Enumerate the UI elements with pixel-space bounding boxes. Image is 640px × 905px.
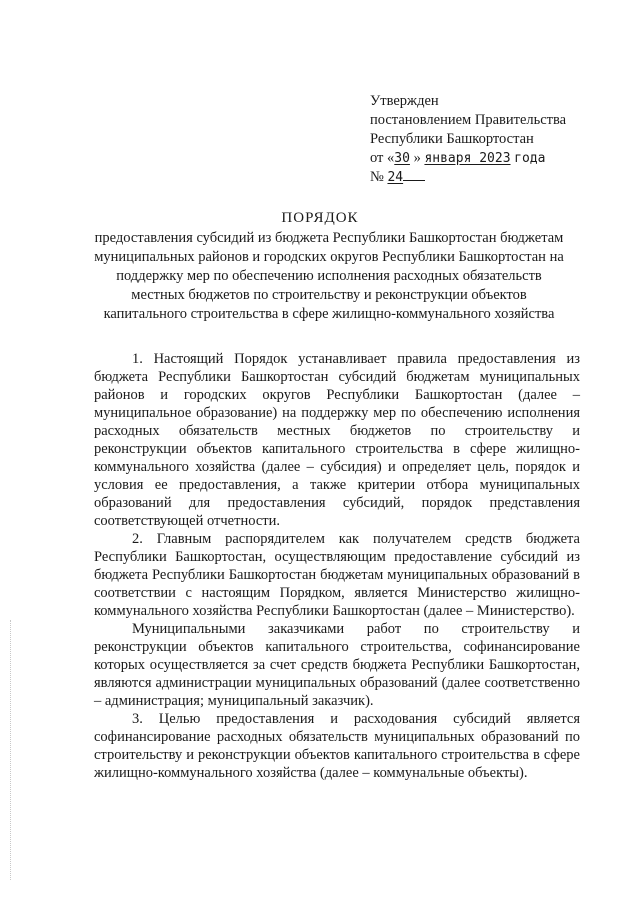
approval-line-2: постановлением Правительства — [370, 112, 567, 128]
scan-margin-marks — [10, 620, 17, 880]
number-prefix: № — [370, 169, 384, 185]
document-body — [94, 350, 580, 782]
paragraph-1: 1. Настоящий Порядок устанавливает правила предоставления из бюджета Республики Башкортостан субсидий бюджетам муниципальных районов и городских округов Республики Башкортостан (далее – муниципальное образование) на поддержку мер по обеспечению исполнения расходных обязательств местных бюджетов по строительству и реконструкции объектов капитального строительства в сфере жилищно-коммунального хозяйства (далее – субсидия) и определяет цель, порядок и условия ее предоставления, а также критерии отбора муниципальных образований для предоставления субсидий, порядок представления соответствующей отчетности. — [94, 351, 580, 529]
number-underline — [403, 179, 425, 181]
approval-line-3: Республики Башкортостан — [370, 131, 534, 147]
approval-block — [370, 92, 620, 187]
number-value: 24 — [387, 170, 404, 185]
paragraph-4: 3. Целью предоставления и расходования субсидий является софинансирование расходных обязательств муниципальных образований по строительству и реконструкции объектов капитального строительства в сфере жилищно-коммунального хозяйства (далее – коммунальные объекты). — [94, 711, 580, 781]
document-title: ПОРЯДОК — [281, 210, 359, 226]
date-day: 30 — [394, 151, 410, 166]
document-subtitle: предоставления субсидий из бюджета Республики Башкортостан бюджетам муниципальных районов и городских округов Республики Башкортостан на поддержку мер по обеспечению исполнения расходных обязательств местных бюджетов по строительству и реконструкции объектов капитального строительства в сфере жилищно-коммунального хозяйства — [94, 230, 564, 322]
approval-date-line — [370, 149, 620, 168]
approval-line-1: Утвержден — [370, 93, 439, 109]
paragraph-2: 2. Главным распорядителем как получателем средств бюджета Республики Башкортостан, осуществляющим предоставление субсидий из бюджета Республики Башкортостан бюджетам муниципальных образований в соответствии с настоящим Порядком, является Министерство жилищно-коммунального хозяйства Республики Башкортостан (далее – Министерство). — [94, 531, 580, 619]
approval-number-line — [370, 168, 620, 187]
date-suffix: года — [514, 151, 546, 166]
paragraph-3: Муниципальными заказчиками работ по строительству и реконструкции объектов капитального строительства, софинансирование которых осуществляется за счет средств бюджета Республики Башкортостан, являются администрации муниципальных образований (далее соответственно – администрация; муниципальный заказчик). — [94, 621, 580, 709]
date-month-year: января 2023 — [424, 151, 511, 166]
date-prefix: от « — [370, 150, 395, 166]
date-mid: » — [413, 150, 421, 166]
